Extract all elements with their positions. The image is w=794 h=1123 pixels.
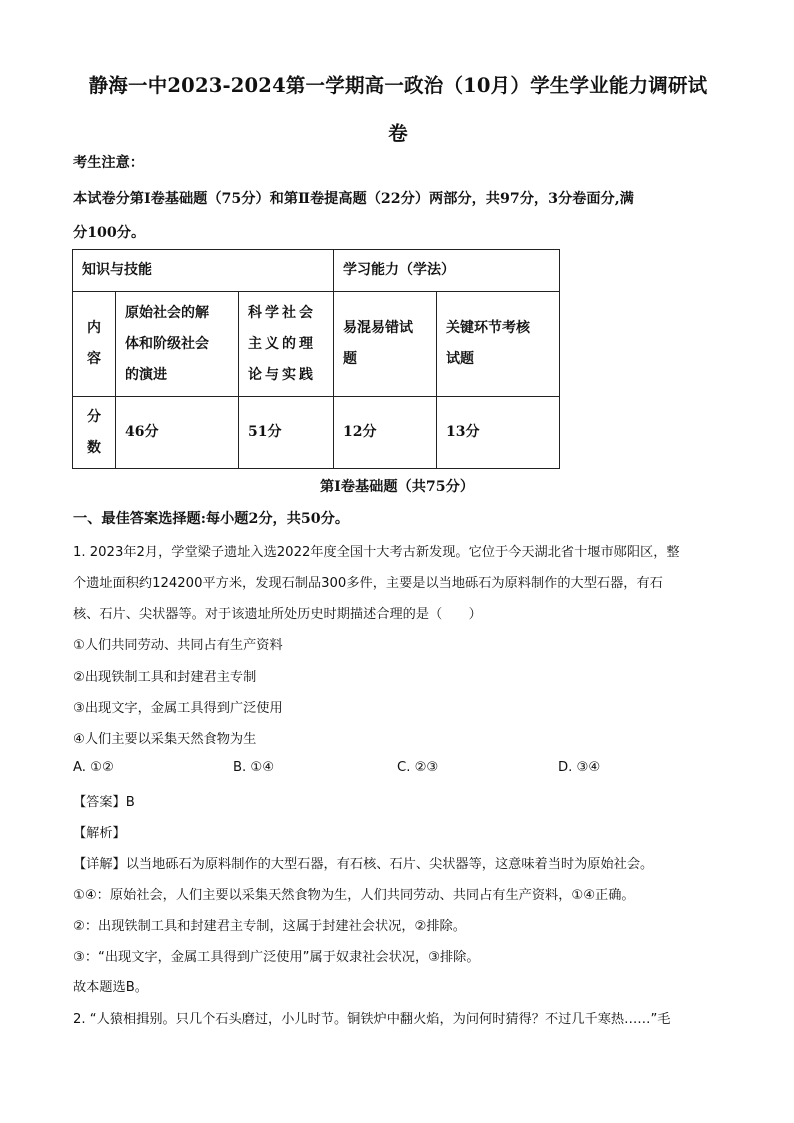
- q1-option-c: C. ②③: [397, 760, 439, 775]
- q1-option-b: B. ①④: [233, 760, 275, 775]
- score-cell-4: 13分: [437, 397, 560, 469]
- content-cell-4: [437, 292, 560, 397]
- score-distribution-table: [72, 249, 560, 469]
- table-score-row: [73, 397, 560, 469]
- score-cell-1: 46分: [116, 397, 239, 469]
- document-title: [68, 62, 728, 158]
- q1-analysis-tag: 【解析】: [73, 826, 126, 841]
- score-label-cell: [73, 397, 116, 469]
- content-cell-2: [239, 292, 334, 397]
- content-cell-3: [334, 292, 437, 397]
- part1-title: 第Ⅰ卷基础题（共75分）: [319, 479, 475, 495]
- cell-text: 原始社会的解: [125, 304, 209, 321]
- q1-line-2: 个遗址面积约124200平方米，发现石制品300多件，主要是以当地砾石为原料制作的大型石器，有石: [73, 576, 663, 591]
- notice-line-1: 本试卷分第Ⅰ卷基础题（75分）和第Ⅱ卷提高题（22分）两部分，共97分，3分卷面分,满: [73, 191, 634, 207]
- header-knowledge-skills: 知识与技能: [73, 250, 334, 292]
- cell-text: 题: [343, 351, 357, 367]
- q1-option-d: D. ③④: [558, 760, 601, 775]
- cell-text: 体和阶级社会: [125, 335, 209, 352]
- header-learning-ability: 学习能力（学法）: [334, 250, 560, 292]
- score-cell-3: 12分: [334, 397, 437, 469]
- content-cell-1: [116, 292, 239, 397]
- title-line-1: 静海一中2023-2024第一学期高一政治（10月）学生学业能力调研试: [88, 74, 708, 97]
- cell-text: 主义的理: [248, 335, 316, 352]
- q1-analysis-3: ③：“出现文字，金属工具得到广泛使用”属于奴隶社会状况，③排除。: [73, 950, 480, 965]
- content-label-2: 容: [87, 351, 101, 367]
- q1-detail-line: [73, 853, 653, 872]
- q1-option-a: A. ①②: [73, 760, 114, 775]
- content-label-1: 内: [87, 320, 101, 336]
- title-line-2: 卷: [388, 122, 408, 145]
- q1-statement-2: ②出现铁制工具和封建君主专制: [73, 670, 257, 685]
- cell-text: 试题: [446, 351, 474, 367]
- score-cell-2: 51分: [239, 397, 334, 469]
- q1-line-1: 1. 2023年2月，学堂梁子遗址入选2022年度全国十大考古新发现。它位于今天湖北省十堰市郧阳区，整: [73, 545, 680, 560]
- table-content-row: [73, 292, 560, 397]
- q1-analysis-2: ②：出现铁制工具和封建君主专制，这属于封建社会状况，②排除。: [73, 919, 466, 934]
- score-label-1: 分: [87, 408, 101, 425]
- question-type-heading: 一、最佳答案选择题:每小题2分，共50分。: [73, 511, 350, 527]
- content-label-cell: [73, 292, 116, 397]
- cell-text: 的演进: [125, 366, 167, 383]
- q1-statement-4: ④人们主要以采集天然食物为生: [73, 732, 257, 747]
- table-header-row: [73, 250, 560, 292]
- q1-line-3: 核、石片、尖状器等。对于该遗址所处历史时期描述合理的是（ ）: [73, 607, 482, 622]
- notice-label: 考生注意：: [73, 155, 144, 171]
- answer-tag: 【答案】: [73, 795, 126, 810]
- cell-text: 易混易错试: [343, 320, 413, 336]
- notice-line-2: 分100分。: [73, 225, 146, 241]
- detail-tag: 【详解】: [73, 857, 126, 872]
- q1-conclusion: 故本题选B。: [73, 980, 148, 995]
- cell-text: 关键环节考核: [446, 320, 530, 336]
- q1-answer-line: [73, 791, 135, 810]
- answer-value: B: [125, 795, 135, 810]
- q1-statement-3: ③出现文字，金属工具得到广泛使用: [73, 701, 283, 716]
- q2-line-1: 2. “人猿相揖别。只几个石头磨过，小儿时节。铜铁炉中翻火焰，为问何时猜得？不过几千寒热……”毛: [73, 1012, 671, 1027]
- detail-text: 以当地砾石为原料制作的大型石器，有石核、石片、尖状器等，这意味着当时为原始社会。: [125, 857, 654, 872]
- cell-text: 论与实践: [248, 366, 316, 383]
- q1-statement-1: ①人们共同劳动、共同占有生产资料: [73, 638, 283, 653]
- score-label-2: 数: [87, 439, 101, 456]
- cell-text: 科学社会: [248, 304, 316, 321]
- q1-analysis-1: ①④：原始社会，人们主要以采集天然食物为生，人们共同劳动、共同占有生产资料，①④正确。: [73, 888, 635, 903]
